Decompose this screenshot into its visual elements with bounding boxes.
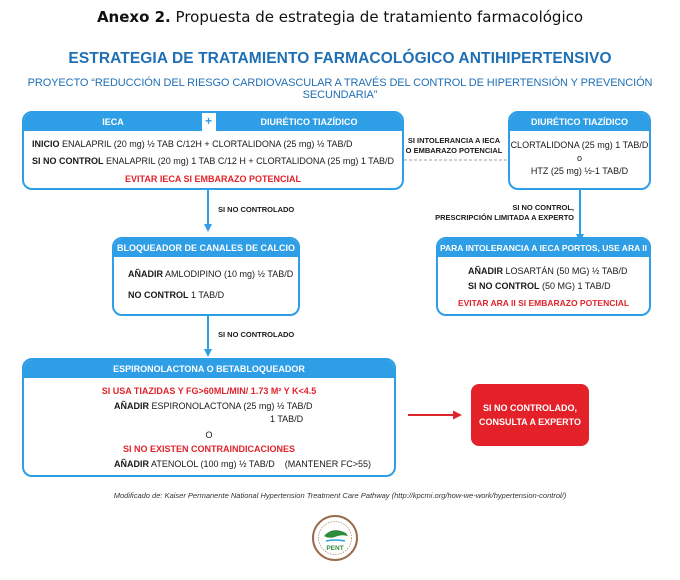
ieca-line-no-control-label: SI NO CONTROL bbox=[32, 156, 104, 166]
intolerance-note-line1: SI INTOLERANCIA A IECA bbox=[407, 136, 501, 145]
alert-line1: SI NO CONTROLADO, bbox=[483, 403, 577, 413]
spironolactone-line-add-label: AÑADIR bbox=[114, 401, 149, 411]
expert-note bbox=[420, 203, 574, 223]
ieca-line-start-text: ENALAPRIL (20 mg) ½ TAB C/12H + CLORTALIDONA (25 mg) ½ TAB/D bbox=[59, 139, 353, 149]
calcium-line-add-text: AMLODIPINO (10 mg) ½ TAB/D bbox=[163, 269, 294, 279]
diuretic-line1: CLORTALIDONA (25 mg) 1 TAB/D bbox=[510, 140, 649, 150]
calcium-line-no-control-label: NO CONTROL bbox=[128, 290, 189, 300]
ieca-warning: EVITAR IECA SI EMBARAZO POTENCIAL bbox=[124, 174, 301, 184]
ieca-header bbox=[24, 113, 202, 131]
ieca-diuretic-header-label: DIURÉTICO TIAZÍDICO bbox=[260, 117, 358, 127]
ara-line-no-control bbox=[468, 280, 611, 292]
source-footnote: Modificado de: Kaiser Permanente National Hypertension Treatment Care Pathway (http://kpcmi.org/how-we-work/hypertension-control/) bbox=[113, 491, 567, 500]
spironolactone-line-add-2: 1 TAB/D bbox=[270, 414, 304, 424]
logo-text: PENT bbox=[326, 545, 344, 552]
calcium-line-add-label: AÑADIR bbox=[128, 269, 163, 279]
diagram-title: ESTRATEGIA DE TRATAMIENTO FARMACOLÓGICO ANTIHIPERTENSIVO bbox=[68, 50, 612, 67]
calcium-line-no-control-text: 1 TAB/D bbox=[188, 290, 225, 300]
no-control-note-1: SI NO CONTROLADO bbox=[218, 205, 295, 214]
expert-note-line1: SI NO CONTROL, bbox=[512, 203, 574, 212]
spironolactone-header: ESPIRONOLACTONA O BETABLOQUEADOR bbox=[24, 360, 394, 378]
spironolactone-or: O bbox=[205, 430, 213, 440]
ieca-header-label: IECA bbox=[102, 117, 124, 127]
institution-logo bbox=[311, 514, 359, 562]
ieca-line-no-control bbox=[32, 155, 394, 167]
ieca-line-start-label: INICIO bbox=[32, 139, 60, 149]
intolerance-note-line2: O EMBARAZO POTENCIAL bbox=[405, 146, 503, 155]
spironolactone-line-add-text: ESPIRONOLACTONA (25 mg) ½ TAB/D bbox=[149, 401, 313, 411]
expert-note-line2: PRESCRIPCIÓN LIMITADA A EXPERTO bbox=[435, 213, 574, 222]
diuretic-or: o bbox=[576, 153, 582, 163]
caption-text: Propuesta de estrategia de tratamiento farmacológico bbox=[170, 8, 584, 26]
atenolol-line bbox=[114, 458, 371, 470]
atenolol-line-text: ATENOLOL (100 mg) ½ TAB/D (MANTENER FC>55) bbox=[149, 459, 371, 469]
ara-header: PARA INTOLERANCIA A IECA PORTOS, USE ARA II bbox=[438, 239, 649, 257]
ieca-line-no-control-text: ENALAPRIL (20 mg) 1 TAB C/12 H + CLORTALIDONA (25 mg) 1 TAB/D bbox=[103, 156, 395, 166]
consult-expert-alert bbox=[471, 384, 589, 446]
ara-line-add-text: LOSARTÁN (50 MG) ½ TAB/D bbox=[503, 266, 628, 276]
ara-line-no-control-label: SI NO CONTROL bbox=[468, 281, 540, 291]
calcium-line-no-control bbox=[128, 289, 224, 301]
calcium-header: BLOQUEADOR DE CANALES DE CALCIO bbox=[114, 239, 298, 257]
ieca-diuretic-header bbox=[216, 113, 402, 131]
spironolactone-condition-2: SI NO EXISTEN CONTRAINDICACIONES bbox=[122, 444, 295, 454]
diuretic-header: DIURÉTICO TIAZÍDICO bbox=[510, 113, 649, 131]
ieca-line-start bbox=[32, 138, 353, 150]
ara-warning: EVITAR ARA II SI EMBARAZO POTENCIAL bbox=[457, 298, 630, 308]
alert-line2: CONSULTA A EXPERTO bbox=[478, 417, 581, 427]
calcium-line-add bbox=[128, 268, 293, 280]
no-control-note-2: SI NO CONTROLADO bbox=[218, 330, 295, 339]
intolerance-note bbox=[402, 136, 506, 156]
ara-line-add bbox=[468, 265, 628, 277]
diuretic-line2: HTZ (25 mg) ½-1 TAB/D bbox=[530, 166, 629, 176]
spironolactone-condition-1: SI USA TIAZIDAS Y FG>60ML/MIN/ 1.73 M² Y K<4.5 bbox=[101, 386, 317, 396]
atenolol-line-label: AÑADIR bbox=[114, 459, 149, 469]
ara-line-add-label: AÑADIR bbox=[468, 266, 503, 276]
diagram-subtitle: PROYECTO “REDUCCIÓN DEL RIESGO CARDIOVASCULAR A TRAVÉS DEL CONTROL DE HIPERTENSIÓN Y PREVENCIÓN SECUNDARIA” bbox=[27, 77, 653, 101]
ieca-plus-sign: + bbox=[205, 114, 213, 128]
spironolactone-line-add bbox=[114, 400, 313, 412]
logo-seal-icon bbox=[311, 514, 359, 562]
caption-label: Anexo 2. bbox=[96, 8, 171, 26]
ara-line-no-control-text: (50 MG) 1 TAB/D bbox=[539, 281, 611, 291]
